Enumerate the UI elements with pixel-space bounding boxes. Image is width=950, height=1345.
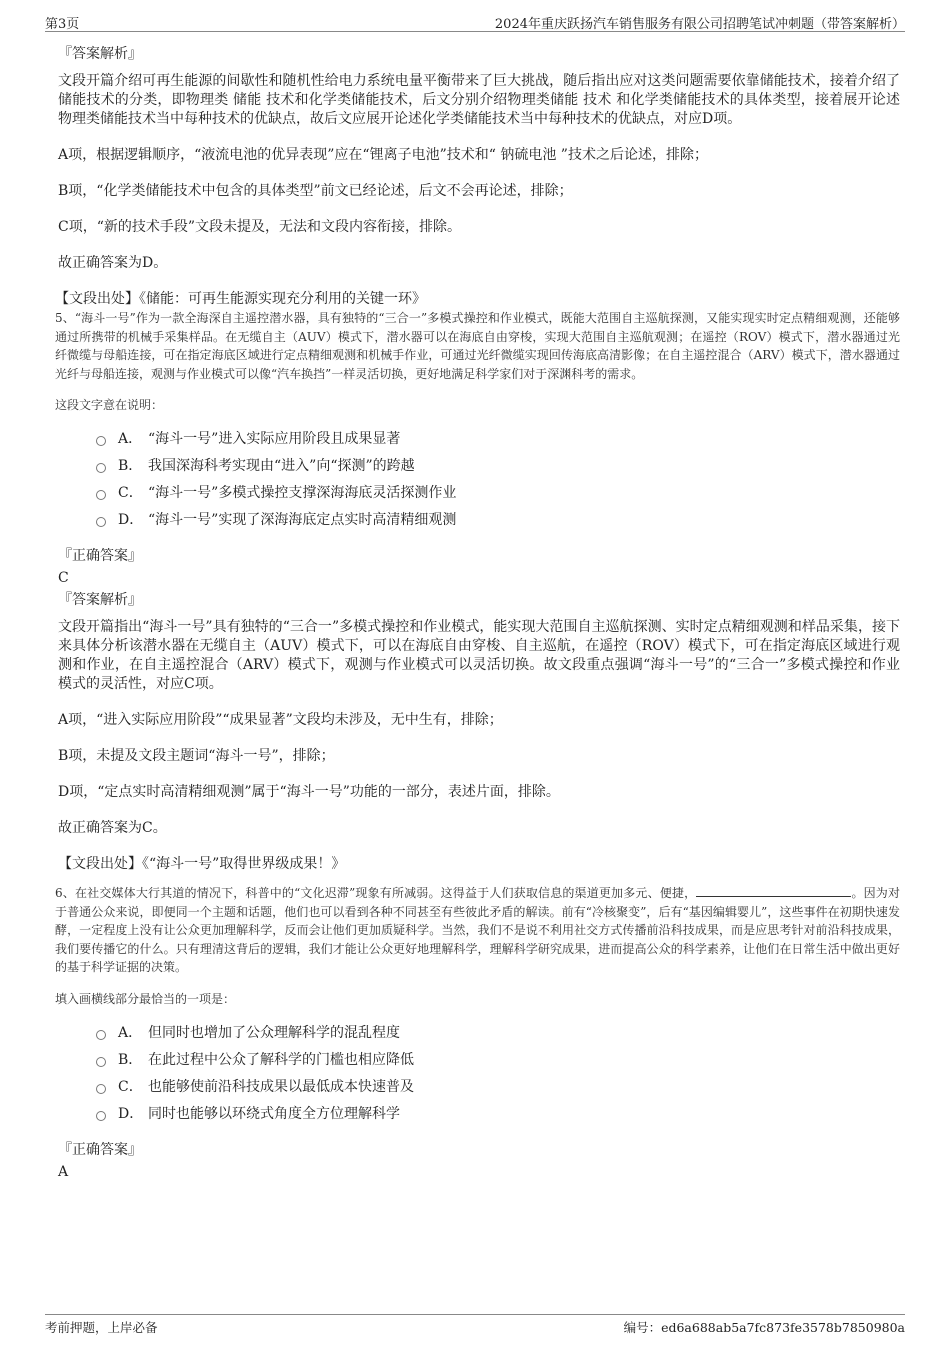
- prev-conclusion: 故正确答案为D。: [58, 255, 168, 271]
- q6-text: 6、在社交媒体大行其道的情况下，科普中的“文化迟滞”现象有所减弱。这得益于人们获取信息的渠道更加多元、便捷， 。因为对于普通公众来说，即便同一个主题和话题，他们也可以看到各种不同甚至有些彼此矛盾的解读。前有“冷核聚变”，后有“基因编辑婴儿”，这些事件在初期快速发酵，一定程度上没有让公众更加理解科学，反而会让他们更加质疑科学。当然，我们不是说不利用社交方式传播前沿科技成果，而是应思考针对前沿科技成果，我们要传播它的什么。只有理清这背后的逻辑，我们才能让公众更好地理解科学，理解科学研究成果，进而提高公众的科学素养，让他们在日常生活中做出更好的基于科学证据的决策。: [55, 886, 900, 974]
- q5-analysis: 文段开篇指出“海斗一号”具有独特的“三合一”多模式操控和作业模式，能实现大范围自主巡航探测、实时定点精细观测和样品采集，接下来具体分析该潜水器在无缆自主（AUV）模式下，可以在海底自由穿梭、自主巡航，在遥控（ROV）模式下，可在指定海底区域进行观测和作业，在自主遥控混合（ARV）模式下，观测与作业模式可以灵活切换。故文段重点强调“海斗一号”的“三合一”多模式操控和作业模式的灵活性，对应C项。: [58, 619, 900, 692]
- prev-line-b: B项，“化学类储能技术中包含的具体类型”前文已经论述，后文不会再论述，排除；: [58, 183, 573, 199]
- q5-line-b: B项，未提及文段主题词“海斗一号”，排除；: [58, 748, 335, 764]
- radio-icon[interactable]: [96, 1057, 106, 1067]
- q5-line-a: A项，“进入实际应用阶段”“成果显著”文段均未涉及，无中生有，排除；: [58, 712, 503, 728]
- q5-answer: C: [58, 570, 69, 586]
- radio-icon[interactable]: [96, 1111, 106, 1121]
- prev-analysis: 文段开篇介绍可再生能源的间歇性和随机性给电力系统电量平衡带来了巨大挑战，随后指出应对这类问题需要依靠储能技术，接着介绍了储能技术的分类，即物理类 储能 技术和化学类储能技术，后文分别介绍物理类储能 技术 和化学类储能技术的具体类型，接着展开论述物理类储能技术当中每种技术的优缺点，故后文应展开论述化学类储能技术当中每种技术的优缺点，对应D项。: [58, 73, 900, 127]
- document-title: 2024年重庆跃扬汽车销售服务有限公司招聘笔试冲刺题（带答案解析）: [494, 17, 905, 32]
- radio-icon[interactable]: [96, 490, 106, 500]
- q5-text: 5、“海斗一号”作为一款全海深自主遥控潜水器，具有独特的“三合一”多模式操控和作业模式，既能大范围自主巡航探测，又能实现实时定点精细观测，还能够通过所携带的机械手采集样品。在无缆自主（AUV）模式下，潜水器可以在海底自由穿梭，实现大范围自主巡航观测；在遥控（ROV）模式下，潜水器通过光纤微缆与母船连接，可在指定海底区域进行定点精细观测和机械手作业，可通过光纤微缆实现回传海底高清影像；在自主遥控混合（ARV）模式下，潜水器通过光纤与母船连接，观测与作业模式可以像“汽车换挡”一样灵活切换，更好地满足科学家们对于深渊科考的需求。: [55, 311, 900, 381]
- q6-option-d[interactable]: D． 同时也能够以环绕式角度全方位理解科学: [96, 1105, 900, 1132]
- q6-answer-tag: 『正确答案』: [58, 1141, 142, 1158]
- prev-line-a: A项，根据逻辑顺序，“液流电池的优异表现”应在“锂离子电池”技术和“ 钠硫电池 ”技术之后论述，排除；: [58, 147, 708, 163]
- q5-source: 【文段出处】《“海斗一号”取得世界级成果！》: [58, 856, 346, 872]
- radio-icon[interactable]: [96, 436, 106, 446]
- q6-option-c[interactable]: C． 也能够使前沿科技成果以最低成本快速普及: [96, 1078, 900, 1105]
- radio-icon[interactable]: [96, 1084, 106, 1094]
- q5-options: [96, 430, 900, 538]
- q5-option-c[interactable]: C． “海斗一号”多模式操控支撑深海海底灵活探测作业: [96, 484, 900, 511]
- document-code: 编号：ed6a688ab5a7fc873fe3578b7850980a: [623, 1320, 905, 1335]
- footer-slogan: 考前押题，上岸必备: [45, 1320, 158, 1335]
- q6-prompt: 填入画横线部分最恰当的一项是：: [55, 991, 236, 1006]
- q5-option-d[interactable]: D． “海斗一号”实现了深海海底定点实时高清精细观测: [96, 511, 900, 538]
- q6-option-a[interactable]: A． 但同时也增加了公众理解科学的混乱程度: [96, 1024, 900, 1051]
- q5-option-a[interactable]: A． “海斗一号”进入实际应用阶段且成果显著: [96, 430, 900, 457]
- page-content: [55, 44, 900, 1184]
- q6-option-b[interactable]: B． 在此过程中公众了解科学的门槛也相应降低: [96, 1051, 900, 1078]
- radio-icon[interactable]: [96, 517, 106, 527]
- q5-analysis-tag: 『答案解析』: [58, 592, 142, 608]
- q6-options: [96, 1024, 900, 1132]
- page-footer: [45, 1314, 905, 1335]
- prev-source: 【文段出处】《储能：可再生能源实现充分利用的关键一环》: [55, 291, 426, 307]
- q5-answer-tag: 『正确答案』: [58, 548, 142, 564]
- q5-prompt: 这段文字意在说明：: [55, 398, 164, 412]
- q5-line-d: D项，“定点实时高清精细观测”属于“海斗一号”功能的一部分，表述片面，排除。: [58, 784, 560, 800]
- prev-analysis-tag: 『答案解析』: [58, 46, 142, 62]
- page-number: 第3页: [45, 17, 80, 32]
- q5-option-b[interactable]: B． 我国深海科考实现由“进入”向“探测”的跨越: [96, 457, 900, 484]
- radio-icon[interactable]: [96, 1030, 106, 1040]
- fill-blank: [696, 884, 851, 897]
- q6-answer: A: [58, 1163, 69, 1180]
- page-header: [45, 13, 905, 32]
- q5-conclusion: 故正确答案为C。: [58, 820, 167, 836]
- radio-icon[interactable]: [96, 463, 106, 473]
- prev-line-c: C项，“新的技术手段”文段未提及，无法和文段内容衔接，排除。: [58, 219, 462, 235]
